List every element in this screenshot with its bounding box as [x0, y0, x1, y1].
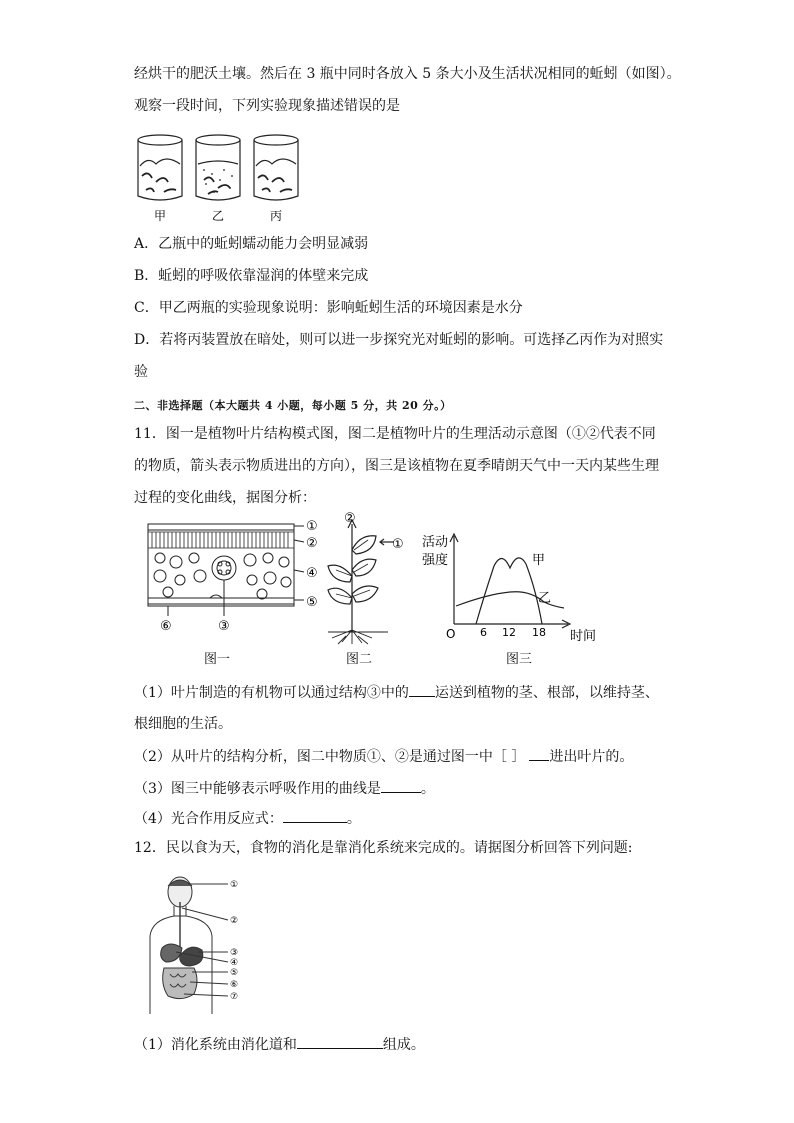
q11-sub1 — [134, 682, 659, 703]
leaf-structure-figure — [140, 518, 340, 638]
fig3-tick-6: 6 — [480, 626, 487, 639]
jar-jia — [138, 135, 182, 200]
q12-mark-6: ⑥ — [230, 980, 239, 990]
earthworm-jars-figure — [134, 130, 304, 225]
fig1-mark-3: ③ — [218, 619, 230, 634]
fig3-origin: O — [446, 627, 456, 641]
q12-mark-2: ② — [230, 916, 239, 926]
jar-label-yi: 乙 — [212, 209, 225, 223]
q11-sub3-text-a: （3）图三中能够表示呼吸作用的曲线是 — [134, 781, 381, 797]
q11-sub4-text-a: （4）光合作用反应式： — [134, 811, 283, 827]
section-heading: 二、非选择题（本大题共 4 小题，每小题 5 分，共 20 分。） — [134, 399, 452, 412]
q12-mark-5: ⑤ — [230, 968, 239, 978]
jar-yi — [196, 135, 240, 200]
q12-mark-7: ⑦ — [230, 992, 239, 1002]
q11-line2: 的物质，箭头表示物质进出的方向），图三是该植物在夏季晴朗天气中一天内某些生理 — [134, 458, 659, 474]
q12-mark-3: ③ — [230, 948, 239, 958]
q12-sub1-text-a: （1）消化系统由消化道和 — [134, 1037, 297, 1053]
q11-sub2-blank[interactable] — [529, 746, 549, 761]
q12-sub1-blank[interactable] — [297, 1034, 383, 1049]
activity-curve-figure — [418, 526, 604, 646]
fig1-mark-5: ⑤ — [306, 595, 318, 610]
fig3-tick-12: 12 — [502, 626, 516, 639]
q10-option-b: B．蚯蚓的呼吸依靠湿润的体壁来完成 — [134, 268, 369, 284]
q10-option-d: D．若将丙装置放在暗处，则可以进一步探究光对蚯蚓的影响。可选择乙丙作为对照实 — [134, 332, 664, 348]
q11-sub3-text-b: 。 — [420, 781, 435, 797]
fig3-curve-jia-label: 甲 — [532, 553, 546, 568]
q11-sub2 — [134, 746, 633, 767]
q12-line1: 12．民以食为天，食物的消化是靠消化系统来完成的。请据图分析回答下列问题: — [134, 840, 633, 856]
fig1-mark-4: ④ — [306, 566, 318, 581]
q11-sub3 — [134, 778, 435, 799]
fig2-caption: 图二 — [346, 652, 373, 667]
fig1-mark-6: ⑥ — [160, 619, 172, 634]
q11-sub2-text-a: （2）从叶片的结构分析，图二中物质①、②是通过图一中［ ］ — [134, 749, 526, 765]
fig3-caption: 图三 — [506, 652, 533, 667]
q11-line1: 11．图一是植物叶片结构模式图，图二是植物叶片的生理活动示意图（①②代表不同 — [134, 426, 656, 442]
q11-sub1-text-b: 运送到植物的茎、根部，以维持茎、 — [434, 685, 659, 701]
jar-bing — [254, 135, 298, 200]
q11-sub4-text-b: 。 — [346, 811, 361, 827]
fig1-mark-2: ② — [306, 536, 318, 551]
jar-label-bing: 丙 — [270, 209, 283, 223]
q12-sub1 — [134, 1034, 425, 1055]
q12-sub1-text-b: 组成。 — [382, 1037, 425, 1053]
fig3-ylabel-1: 活动 — [422, 535, 449, 550]
fig3-ylabel-2: 强度 — [422, 553, 449, 568]
fig1-mark-1: ① — [306, 519, 318, 534]
fig1-caption: 图一 — [204, 652, 231, 667]
fig3-curve-yi-label: 乙 — [538, 591, 552, 606]
q11-sub2-text-b: 进出叶片的。 — [549, 749, 634, 765]
q11-sub1-text-a: （1）叶片制造的有机物可以通过结构③中的 — [134, 685, 409, 701]
fig2-mark-2: ② — [344, 511, 356, 526]
q11-sub1-blank[interactable] — [409, 682, 435, 697]
plant-activity-figure — [318, 510, 408, 645]
fig2-mark-1: ① — [392, 537, 404, 552]
q12-mark-4: ④ — [230, 958, 239, 968]
fig3-xlabel: 时间 — [570, 629, 597, 644]
q10-option-a: A．乙瓶中的蚯蚓蠕动能力会明显减弱 — [134, 236, 369, 252]
q11-sub1-cont: 根细胞的生活。 — [134, 716, 232, 732]
fig3-tick-18: 18 — [532, 626, 546, 639]
q11-sub4 — [134, 808, 361, 829]
q11-sub4-blank[interactable] — [283, 808, 347, 823]
digestive-system-figure — [140, 872, 270, 1017]
q10-option-c: C．甲乙两瓶的实验现象说明：影响蚯蚓生活的环境因素是水分 — [134, 300, 523, 316]
jar-label-jia: 甲 — [154, 209, 167, 223]
q10-option-d-cont: 验 — [134, 364, 148, 380]
q11-line3: 过程的变化曲线，据图分析： — [134, 490, 316, 506]
q11-sub3-blank[interactable] — [381, 778, 421, 793]
q10-line1: 经烘干的肥沃土壤。然后在 3 瓶中同时各放入 5 条大小及生活状况相同的蚯蚓（如图）。 — [134, 66, 681, 82]
q12-mark-1: ① — [230, 880, 239, 890]
q10-line2: 观察一段时间，下列实验现象描述错误的是 — [134, 98, 400, 114]
